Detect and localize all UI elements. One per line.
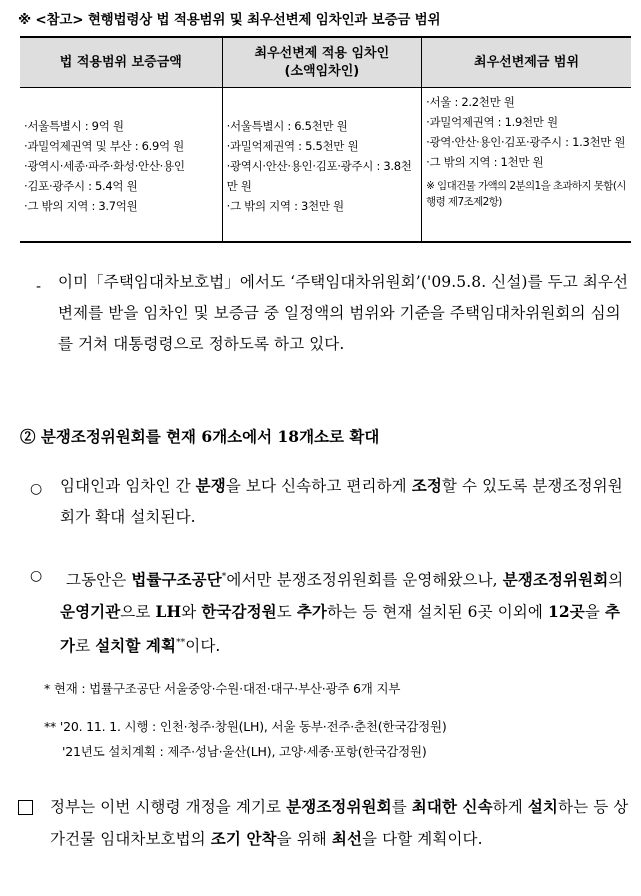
- footnote-plan: '21년도 설치계획 : 제주·성남·울산(LH), 고양·세종·포항(한국감정원): [62, 744, 427, 759]
- cell-line: ·광역시·세종·파주·화성·안산·용인: [24, 159, 185, 173]
- cell-line: ·과밀억제권역 : 5.5천만 원: [226, 139, 359, 153]
- footnote-schedule: ** '20. 11. 1. 시행 : 인천·청주·창원(LH), 서울 동부·전주·춘천(한국감정원): [44, 719, 447, 734]
- paragraph-expansion: 임대인과 임차인 간 분쟁을 보다 신속하고 편리하게 조정할 수 있도록 분쟁조정위원회가 확대 설치된다.: [60, 476, 623, 526]
- cell-line: ·그 밖의 지역 : 3천만 원: [226, 199, 344, 213]
- cell-line: ·서울 : 2.2천만 원: [426, 95, 515, 109]
- checkbox-square-icon: [18, 800, 33, 815]
- reference-title: ※ <참고> 현행법령상 법 적용범위 및 최우선변제 임차인과 보증금 범위: [18, 12, 441, 28]
- cell-line: ·광역시·안산·용인·김포·광주시 : 3.8천만 원: [226, 159, 412, 193]
- cell-line: ·그 밖의 지역 : 1천만 원: [426, 155, 544, 169]
- footnote-current: * 현재 : 법률구조공단 서울중앙·수원·대전·대구·부산·광주 6개 지부: [44, 681, 401, 696]
- cell-line: ·서울특별시 : 6.5천만 원: [226, 119, 348, 133]
- circle-bullet-icon: ○: [30, 481, 43, 497]
- cell-line: ·과밀억제권역 및 부산 : 6.9억 원: [24, 139, 184, 153]
- paragraph-operators: 그동안은 법률구조공단*에서만 분쟁조정위원회를 운영해왔으나, 분쟁조정위원회의 운영기관으로 LH와 한국감정원도 추가하는 등 현재 설치된 6곳 이외에 12곳을 추가로 설치할 계획**이다.: [60, 570, 624, 656]
- reference-table: [20, 36, 631, 243]
- cell-line: ·서울특별시 : 9억 원: [24, 119, 124, 133]
- paragraph-closing: 정부는 이번 시행령 개정을 계기로 분쟁조정위원회를 최대한 신속하게 설치하는 등 상가건물 임대차보호법의 조기 안착을 위해 최선을 다할 계획이다.: [50, 797, 629, 848]
- table-cell-scope: [20, 88, 222, 242]
- table-cell-amount: [422, 88, 631, 242]
- table-header: 최우선변제 적용 임차인 (소액임차인): [222, 37, 422, 88]
- table-row: [20, 88, 631, 242]
- circle-bullet-icon: ○: [30, 568, 43, 584]
- table-header-row: [20, 37, 631, 88]
- paragraph-committee: 이미「주택임대차보호법」에서도 ‘주택임대차위원회’('09.5.8. 신설)를 두고 최우선변제를 받을 임차인 및 보증금 중 일정액의 범위와 기준을 주택임대차위원회의 심의를 거쳐 대통령령으로 정하도록 하고 있다.: [58, 273, 629, 353]
- table-cell-tenant: [222, 88, 422, 242]
- cell-line: ·광역·안산·용인·김포·광주시 : 1.3천만 원: [426, 135, 626, 149]
- cell-line: ·과밀억제권역 : 1.9천만 원: [426, 115, 558, 129]
- table-header: 최우선변제금 범위: [422, 37, 631, 88]
- dash-marker: -: [36, 279, 42, 295]
- cell-line: ·그 밖의 지역 : 3.7억원: [24, 199, 138, 213]
- cell-line: ·김포·광주시 : 5.4억 원: [24, 179, 138, 193]
- table-header: 법 적용범위 보증금액: [20, 37, 222, 88]
- section-title: ② 분쟁조정위원회를 현재 6개소에서 18개소로 확대: [20, 427, 380, 446]
- cell-note: ※ 임대건물 가액의 2분의1을 초과하지 못함(시행령 제7조제2항): [426, 180, 626, 208]
